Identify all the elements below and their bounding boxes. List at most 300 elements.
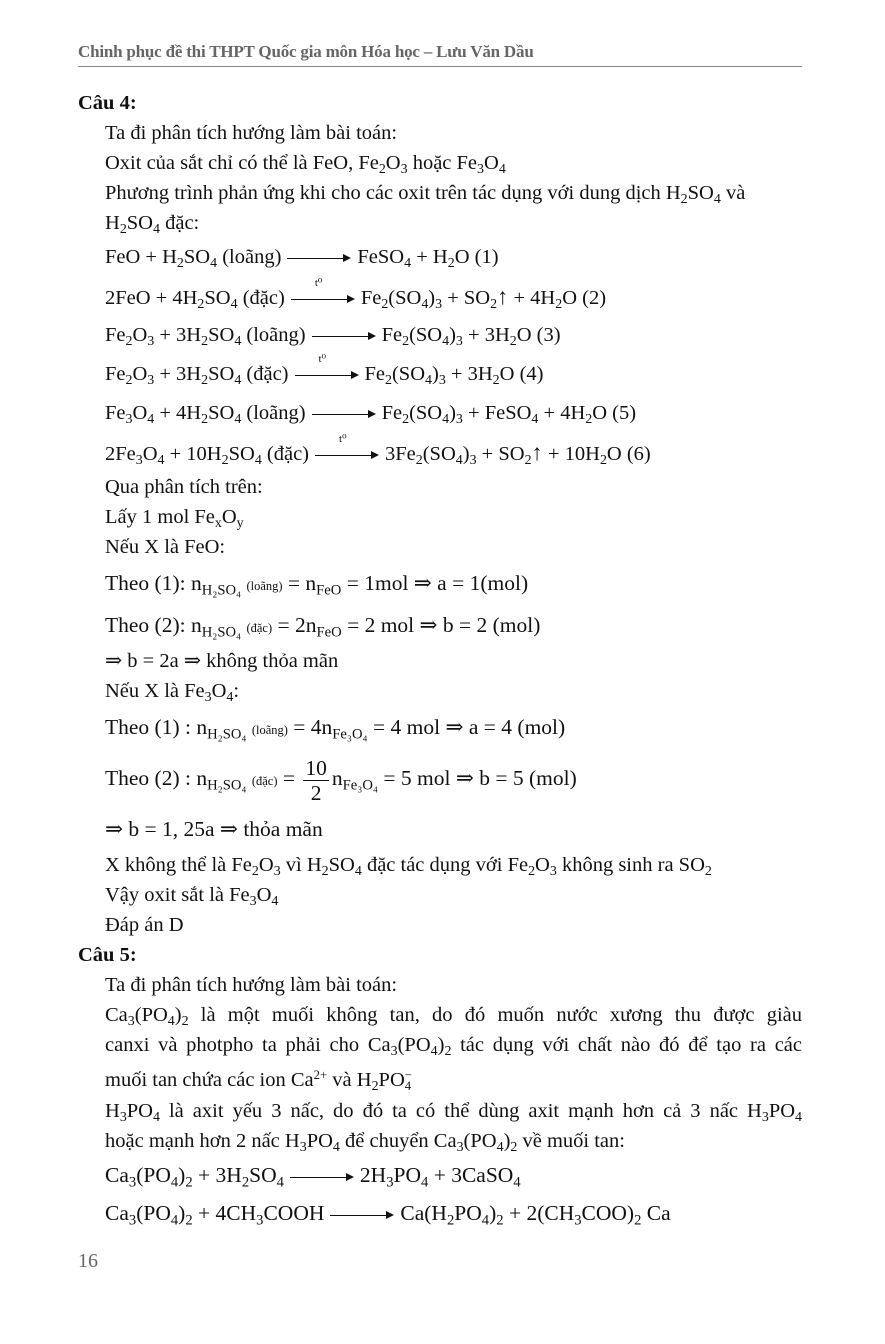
subscript: 2: [585, 412, 593, 428]
subscript: FeO: [316, 624, 342, 641]
text-line: [78, 1126, 802, 1156]
text-run: không sinh ra SO: [556, 854, 705, 876]
text-run: O: [211, 680, 227, 702]
subscript: 3: [574, 1212, 582, 1229]
text-line: [78, 1030, 802, 1060]
text-run: = 5 mol ⇒ b = 5 (mol): [378, 766, 577, 790]
text-line: [78, 562, 802, 604]
text-run: Câu 4:: [78, 92, 137, 114]
subscript: 3: [135, 453, 143, 469]
text-run: là một muối không tan, do đó muốn nước xương thu được giàu: [188, 1004, 802, 1026]
subscript: 3: [390, 1044, 398, 1060]
text-run: = n: [282, 571, 317, 595]
text-run: PO: [378, 1069, 405, 1091]
text-run: Ca: [105, 1004, 128, 1026]
subscript: 2: [251, 864, 259, 880]
text-run: O: [535, 854, 550, 876]
text-line: [78, 355, 802, 394]
text-run: Lấy 1 mol Fe: [105, 506, 215, 528]
text-run: H: [105, 1100, 120, 1122]
subscript: 4: [234, 412, 242, 428]
text-run: ): [178, 1201, 186, 1225]
text-run: SO: [328, 854, 355, 876]
subscript: 4: [234, 373, 242, 389]
text-line: [78, 910, 802, 940]
text-run: 3Fe: [385, 443, 416, 465]
text-run: O: [132, 324, 148, 346]
subscript: 2: [119, 222, 127, 238]
arrow-condition: t⁰: [314, 277, 323, 290]
text-line: [78, 1060, 802, 1096]
text-run: Fe: [105, 324, 126, 346]
text-run: (PO: [136, 1201, 171, 1225]
text-run: O (2): [562, 287, 607, 309]
subscript: 2: [321, 864, 329, 880]
text-run: ⇒ b = 1, 25a ⇒ thỏa mãn: [105, 817, 323, 841]
text-run: (PO: [397, 1034, 431, 1056]
text-run: O: [132, 363, 148, 385]
text-run: SO: [183, 246, 211, 268]
text-run: + SO: [442, 287, 491, 309]
text-run: 2H: [359, 1163, 387, 1187]
subscript: 2: [221, 453, 229, 469]
text-run: ): [428, 287, 436, 309]
subscript: 2: [599, 453, 607, 469]
text-run: FeSO: [357, 246, 405, 268]
text-run: SO: [126, 212, 153, 234]
text-run: (PO: [134, 1004, 168, 1026]
text-run: Oxit của sắt chỉ có thể là FeO, Fe: [105, 152, 379, 174]
subscript: 2: [492, 373, 500, 389]
text-run: (SO: [409, 324, 443, 346]
text-run: Fe: [360, 287, 382, 309]
text-run: + 2(CH: [503, 1201, 575, 1225]
text-run: Theo (1) : n: [105, 715, 208, 739]
subscript: 4: [430, 1044, 438, 1060]
text-run: + 10H: [164, 443, 222, 465]
sub-superscript: [405, 1070, 412, 1092]
text-line: [78, 433, 802, 472]
text-run: + 3H: [192, 1163, 242, 1187]
subscript: H₂SO₄: [201, 582, 242, 599]
reaction-arrow-icon: [291, 277, 355, 304]
text-run: O (6): [606, 443, 651, 465]
text-run: (loãng): [241, 402, 306, 424]
text-line: [78, 676, 802, 706]
text-line: [78, 394, 802, 433]
subscript: 2: [201, 412, 209, 428]
text-run: PO: [393, 1163, 421, 1187]
reaction-arrow-icon: [290, 1172, 354, 1182]
subscript: FeO: [316, 582, 342, 599]
text-line: [78, 502, 802, 532]
subscript: 2: [185, 1174, 193, 1191]
subscript: 2: [402, 412, 410, 428]
subscript: 3: [435, 297, 443, 313]
subscript: 4: [230, 297, 238, 313]
subscript: 4: [481, 1212, 490, 1229]
text-run: Fe: [364, 363, 386, 385]
text-run: (đặc): [241, 363, 289, 385]
subscript: 4: [157, 453, 165, 469]
subscript: 4: [234, 334, 242, 350]
text-run: SO: [208, 324, 235, 346]
text-run: + 10H: [542, 443, 600, 465]
subscript: 4: [442, 334, 450, 350]
subscript: 4: [531, 412, 539, 428]
text-line: [78, 208, 802, 238]
text-run: ): [174, 1004, 182, 1026]
text-run: và: [720, 182, 746, 204]
subscript: 2: [444, 1044, 452, 1060]
text-run: PO: [768, 1100, 796, 1122]
text-run: là axit yếu 3 nấc, do đó ta có thể dùng axit mạnh hơn cả 3 nấc H: [159, 1100, 762, 1122]
subscript: 4: [795, 1110, 802, 1126]
reaction-arrow-icon: [295, 353, 359, 380]
text-run: (SO: [409, 402, 443, 424]
text-run: tác dụng với chất nào đó để tạo ra các: [451, 1034, 802, 1056]
subscript: 3: [455, 334, 463, 350]
text-run: SO: [228, 443, 255, 465]
text-line: [78, 148, 802, 178]
text-line: [78, 880, 802, 910]
subscript: 4: [276, 1174, 284, 1191]
subscript: 2: [447, 256, 455, 272]
text-run: SO: [204, 287, 231, 309]
section-heading: [78, 940, 802, 970]
text-run: (đặc): [261, 443, 310, 465]
text-run: ): [503, 1130, 511, 1152]
text-run: Ta đi phân tích hướng làm bài toán:: [105, 974, 398, 996]
text-run: O (4): [499, 363, 544, 385]
text-run: O: [256, 884, 272, 906]
subscript: 2: [524, 453, 532, 469]
subscript: 3: [128, 1212, 137, 1229]
text-run: + 4CH: [192, 1201, 257, 1225]
subscript: 4: [271, 894, 279, 910]
text-run: SO: [249, 1163, 277, 1187]
text-run: đặc:: [159, 212, 200, 234]
text-line: [78, 646, 802, 676]
text-run: + 3H: [445, 363, 493, 385]
subscript: 2: [680, 192, 688, 208]
text-line: [78, 472, 802, 502]
text-run: Fe: [381, 324, 403, 346]
condition-label: (loãng): [246, 579, 283, 593]
subscript: 3: [119, 1110, 127, 1126]
subscript: 3: [273, 864, 281, 880]
text-run: Theo (2): n: [105, 613, 202, 637]
subscript: 3: [204, 690, 212, 706]
subscript: 4: [442, 412, 450, 428]
text-run: PO: [126, 1100, 153, 1122]
subscript: 4: [455, 453, 463, 469]
subscript: 2: [201, 334, 209, 350]
subscript: 3: [469, 453, 477, 469]
subscript: 4: [167, 1014, 175, 1030]
text-run: O: [221, 506, 237, 528]
subscript: 2: [402, 334, 410, 350]
section-heading: [78, 88, 802, 118]
subscript: 4: [332, 1140, 340, 1156]
subscript: 3: [456, 1140, 464, 1156]
text-run: (PO: [463, 1130, 497, 1152]
text-run: H: [105, 212, 120, 234]
subscript: y: [236, 516, 244, 532]
text-run: + SO: [476, 443, 525, 465]
condition-label: (đặc): [246, 621, 273, 635]
subscript: 3: [549, 864, 557, 880]
text-run: (SO: [422, 443, 456, 465]
text-run: ): [462, 443, 470, 465]
text-run: COO): [581, 1201, 635, 1225]
text-run: Fe: [105, 363, 126, 385]
gas-arrow-icon: ↑: [497, 284, 509, 309]
text-run: (đặc): [237, 287, 285, 309]
text-line: [78, 850, 802, 880]
text-run: Theo (2) : n: [105, 766, 208, 790]
subscript: 2: [634, 1212, 642, 1229]
subscript: 2: [446, 1212, 455, 1229]
page-content: [78, 88, 802, 1232]
subscript: 3: [125, 412, 133, 428]
text-run: ): [449, 324, 456, 346]
subscript: Fe₃O₄: [332, 726, 368, 743]
text-run: SO: [208, 402, 235, 424]
text-run: Nếu X là Fe: [105, 680, 205, 702]
subscript: 4: [170, 1174, 179, 1191]
text-run: O (5): [592, 402, 637, 424]
subscript: x: [214, 516, 222, 532]
subscript: H₂SO₄: [207, 777, 247, 794]
text-line: [78, 604, 802, 646]
text-run: =: [277, 766, 301, 790]
subscript: 2: [496, 1212, 504, 1229]
subscript: 4: [421, 297, 429, 313]
text-run: PO: [306, 1130, 333, 1152]
text-run: ): [489, 1201, 497, 1225]
text-run: hoặc mạnh hơn 2 nấc H: [105, 1130, 300, 1152]
text-run: SO: [687, 182, 714, 204]
text-run: để chuyển Ca: [339, 1130, 457, 1152]
subscript: 4: [421, 1174, 429, 1191]
subscript: 4: [404, 1079, 412, 1094]
text-run: (PO: [136, 1163, 171, 1187]
subscript: 4: [226, 690, 234, 706]
text-run: :: [233, 680, 240, 702]
text-line: [78, 706, 802, 748]
text-run: O: [258, 854, 274, 876]
text-run: + 3H: [154, 363, 202, 385]
text-run: muối tan chứa các ion Ca: [105, 1069, 314, 1091]
text-line: [78, 118, 802, 148]
subscript: 2: [385, 373, 392, 389]
arrow-condition: t⁰: [318, 353, 326, 366]
subscript: 2: [125, 334, 133, 350]
text-run: Ca: [105, 1163, 129, 1187]
subscript: 2: [201, 373, 209, 389]
subscript: 2: [371, 1079, 379, 1095]
subscript: H₂SO₄: [201, 624, 242, 641]
subscript: 2: [241, 1174, 250, 1191]
subscript: 4: [713, 192, 721, 208]
text-line: [78, 238, 802, 277]
text-run: Fe: [381, 402, 403, 424]
text-line: [78, 316, 802, 355]
subscript: 2: [555, 297, 563, 313]
text-run: PO: [454, 1201, 482, 1225]
text-run: = 4 mol ⇒ a = 4 (mol): [367, 715, 566, 739]
text-run: canxi và photpho ta phải cho Ca: [105, 1034, 391, 1056]
subscript: 3: [299, 1140, 307, 1156]
subscript: 2: [510, 1140, 518, 1156]
text-run: Vậy oxit sắt là Fe: [105, 884, 250, 906]
subscript: 3: [761, 1110, 769, 1126]
subscript: 2: [528, 864, 536, 880]
condition-label: (đặc): [251, 774, 278, 788]
text-run: Qua phân tích trên:: [105, 476, 263, 498]
reaction-arrow-icon: [312, 409, 376, 419]
subscript: 2: [509, 334, 517, 350]
subscript: 3: [400, 162, 408, 178]
superscript: 2+: [313, 1068, 328, 1083]
text-line: [78, 970, 802, 1000]
text-run: O (1): [454, 246, 499, 268]
text-run: về muối tan:: [517, 1130, 625, 1152]
text-run: Câu 5:: [78, 944, 137, 966]
text-run: hoặc Fe: [407, 152, 478, 174]
text-run: và H: [327, 1069, 372, 1091]
subscript: 2: [181, 1014, 189, 1030]
subscript: 2: [704, 864, 712, 880]
subscript: 3: [386, 1174, 394, 1191]
subscript: 4: [354, 864, 362, 880]
subscript: 3: [438, 373, 446, 389]
text-run: + 4H: [508, 287, 556, 309]
text-run: Theo (1): n: [105, 571, 202, 595]
subscript: 3: [249, 894, 257, 910]
reaction-arrow-icon: [287, 253, 351, 263]
subscript: 2: [185, 1212, 193, 1229]
text-run: + FeSO: [462, 402, 532, 424]
text-line: [78, 1096, 802, 1126]
text-run: 2Fe: [105, 443, 136, 465]
text-line: [78, 178, 802, 208]
text-run: Nếu X là FeO:: [105, 536, 226, 558]
text-run: ⇒ b = 2a ⇒ không thỏa mãn: [105, 650, 339, 672]
denominator: 2: [310, 780, 322, 805]
text-run: SO: [208, 363, 235, 385]
subscript: 3: [455, 412, 463, 428]
text-run: ): [449, 402, 456, 424]
fraction: [303, 756, 329, 805]
text-run: 2FeO + 4H: [105, 287, 198, 309]
text-run: n: [331, 766, 343, 790]
text-run: (SO: [391, 363, 426, 385]
subscript: 3: [128, 1174, 137, 1191]
numerator: 10: [305, 755, 327, 780]
subscript: 3: [477, 162, 484, 178]
subscript: 4: [170, 1212, 179, 1229]
text-run: ): [437, 1034, 445, 1056]
text-run: vì H: [280, 854, 322, 876]
text-run: + H: [411, 246, 448, 268]
condition-label: (loãng): [251, 723, 288, 737]
text-run: Ca(H: [400, 1201, 447, 1225]
text-run: + 3H: [462, 324, 510, 346]
reaction-arrow-icon: [312, 331, 376, 341]
text-run: = 2n: [272, 613, 317, 637]
text-run: O: [132, 402, 148, 424]
arrow-condition: t⁰: [339, 433, 347, 446]
subscript: 2: [176, 256, 184, 272]
text-line: [78, 748, 802, 808]
text-run: (loãng): [241, 324, 306, 346]
text-run: + 4H: [154, 402, 202, 424]
text-run: Phương trình phản ứng khi cho các oxit trên tác dụng với dung dịch H: [105, 182, 681, 204]
reaction-arrow-icon: [330, 1210, 394, 1220]
subscript: 4: [498, 162, 506, 178]
subscript: 2: [197, 297, 205, 313]
subscript: 4: [404, 256, 412, 272]
subscript: 4: [210, 256, 218, 272]
text-run: O (3): [516, 324, 561, 346]
subscript: 2: [490, 297, 498, 313]
subscript: 3: [127, 1014, 135, 1030]
superscript: −: [404, 1068, 412, 1083]
text-run: X không thể là Fe: [105, 854, 252, 876]
text-run: (SO: [388, 287, 422, 309]
text-run: O: [142, 443, 158, 465]
text-run: O: [484, 152, 499, 174]
subscript: 3: [256, 1212, 264, 1229]
text-run: = 1mol ⇒ a = 1(mol): [341, 571, 529, 595]
text-line: [78, 277, 802, 316]
text-line: [78, 532, 802, 562]
text-run: ): [432, 363, 439, 385]
text-run: FeO + H: [105, 246, 177, 268]
reaction-arrow-icon: [315, 433, 379, 460]
running-header: Chinh phục đề thi THPT Quốc gia môn Hóa học – Lưu Văn Dầu: [78, 42, 802, 67]
subscript: 3: [147, 334, 155, 350]
text-run: Ta đi phân tích hướng làm bài toán:: [105, 122, 398, 144]
subscript: 4: [254, 453, 262, 469]
text-run: COOH: [263, 1201, 325, 1225]
subscript: 2: [125, 373, 133, 389]
text-run: Ca: [105, 1201, 129, 1225]
subscript: 4: [153, 1110, 160, 1126]
subscript: Fe₃O₄: [342, 777, 378, 794]
text-run: + 4H: [538, 402, 586, 424]
text-run: + 3H: [154, 324, 202, 346]
text-run: + 3CaSO: [428, 1163, 514, 1187]
text-line: [78, 1156, 802, 1194]
gas-arrow-icon: ↑: [531, 440, 543, 465]
text-line: [78, 1194, 802, 1232]
text-run: Fe: [105, 402, 126, 424]
subscript: 4: [496, 1140, 504, 1156]
subscript: 2: [381, 297, 389, 313]
subscript: 4: [147, 412, 155, 428]
text-run: Đáp án D: [105, 914, 184, 936]
subscript: 4: [153, 222, 160, 238]
subscript: 3: [147, 373, 155, 389]
text-run: = 4n: [287, 715, 333, 739]
page-number: 16: [78, 1250, 98, 1272]
subscript: 2: [415, 453, 423, 469]
subscript: 4: [513, 1174, 521, 1191]
subscript: H₂SO₄: [207, 726, 247, 743]
